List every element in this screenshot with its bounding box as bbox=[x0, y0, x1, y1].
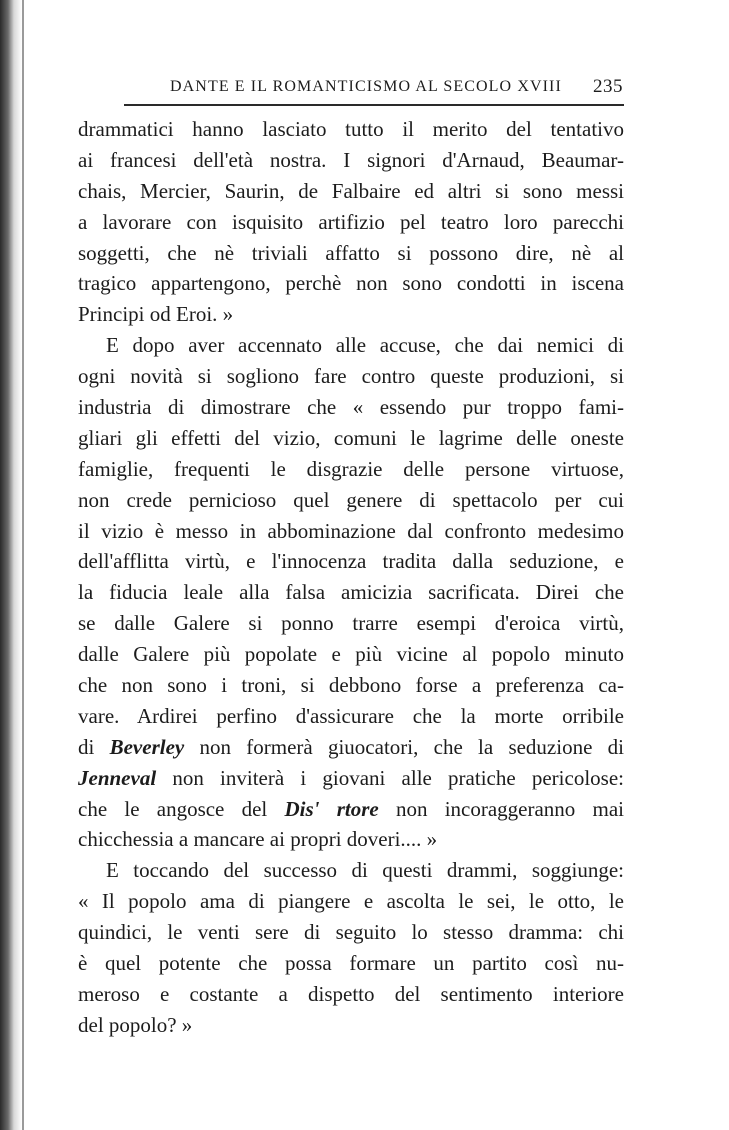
text-line-disertore bbox=[78, 794, 624, 825]
text-line: del popolo? » bbox=[78, 1012, 193, 1037]
text-fragment: non incoraggeranno mai bbox=[395, 796, 625, 821]
text-line: chais, Mercier, Saurin, de Falbaire ed altri si sono messi bbox=[78, 178, 624, 203]
text-line: è quel potente che possa formare un partito così nu- bbox=[78, 951, 624, 976]
text-line: vare. Ardirei perfino d'assicurare che la morte orribile bbox=[78, 703, 624, 728]
text-line: la fiducia leale alla falsa amicizia sacrificata. Direi che bbox=[78, 580, 624, 605]
running-title: DANTE E IL ROMANTICISMO AL SECOLO XVIII bbox=[170, 78, 562, 95]
text-line: meroso e costante a dispetto del sentimento interiore bbox=[78, 981, 624, 1006]
text-line: chicchessia a mancare ai propri doveri.... » bbox=[78, 827, 438, 852]
text-line: non crede pernicioso quel genere di spettacolo per cui bbox=[78, 487, 624, 512]
page-binding-edge bbox=[22, 0, 24, 1130]
text-line: ogni novità si sogliono fare contro queste produzioni, si bbox=[78, 364, 624, 389]
text-line: E dopo aver accennato alle accuse, che dai nemici di bbox=[106, 333, 624, 358]
text-line: quindici, le venti sere di seguito lo stesso dramma: chi bbox=[78, 920, 624, 945]
text-line: « Il popolo ama di piangere e ascolta le sei, le otto, le bbox=[78, 889, 624, 914]
text-line: E toccando del successo di questi drammi, soggiunge: bbox=[106, 858, 624, 883]
text-line: industria di dimostrare che « essendo pur troppo fami- bbox=[78, 395, 624, 420]
text-line-beverley bbox=[78, 732, 624, 763]
text-line: soggetti, che nè triviali affatto si possono dire, nè al bbox=[78, 240, 624, 265]
page-binding-shadow bbox=[0, 0, 22, 1130]
text-line: tragico appartengono, perchè non sono condotti in iscena bbox=[78, 271, 624, 296]
italic-name-jenneval: Jenneval bbox=[78, 765, 157, 790]
body-text bbox=[78, 114, 624, 1041]
text-line: famiglie, frequenti le disgrazie delle persone virtuose, bbox=[78, 456, 624, 481]
text-line: Principi od Eroi. » bbox=[78, 302, 234, 327]
text-line: drammatici hanno lasciato tutto il merito del tentativo bbox=[78, 117, 624, 141]
italic-name-disertore: Dis' rtore bbox=[284, 796, 379, 821]
text-fragment: che le angosce del bbox=[78, 796, 268, 821]
text-line: il vizio è messo in abbominazione dal confronto medesimo bbox=[78, 518, 624, 543]
text-line: ai francesi dell'età nostra. I signori d'Arnaud, Beaumar- bbox=[78, 147, 624, 172]
text-line: dell'afflitta virtù, e l'innocenza tradita dalla seduzione, e bbox=[78, 549, 624, 574]
text-fragment: non formerà giuocatori, che la seduzione di bbox=[199, 734, 625, 759]
text-line: a lavorare con isquisito artifizio pel teatro loro parecchi bbox=[78, 209, 624, 234]
text-fragment: di bbox=[78, 734, 95, 759]
text-line: dalle Galere più popolate e più vicine al popolo minuto bbox=[78, 642, 624, 667]
page-number: 235 bbox=[593, 76, 623, 97]
text-line: che non sono i troni, si debbono forse a preferenza ca- bbox=[78, 673, 624, 698]
text-line-jenneval bbox=[78, 763, 624, 794]
italic-name-beverley: Beverley bbox=[109, 734, 185, 759]
text-line: gliari gli effetti del vizio, comuni le lagrime delle oneste bbox=[78, 425, 624, 450]
header-rule bbox=[124, 104, 624, 106]
text-line: se dalle Galere si ponno trarre esempi d'eroica virtù, bbox=[78, 611, 624, 636]
text-fragment: non inviterà i giovani alle pratiche pericolose: bbox=[172, 765, 624, 790]
page-header bbox=[124, 76, 623, 102]
